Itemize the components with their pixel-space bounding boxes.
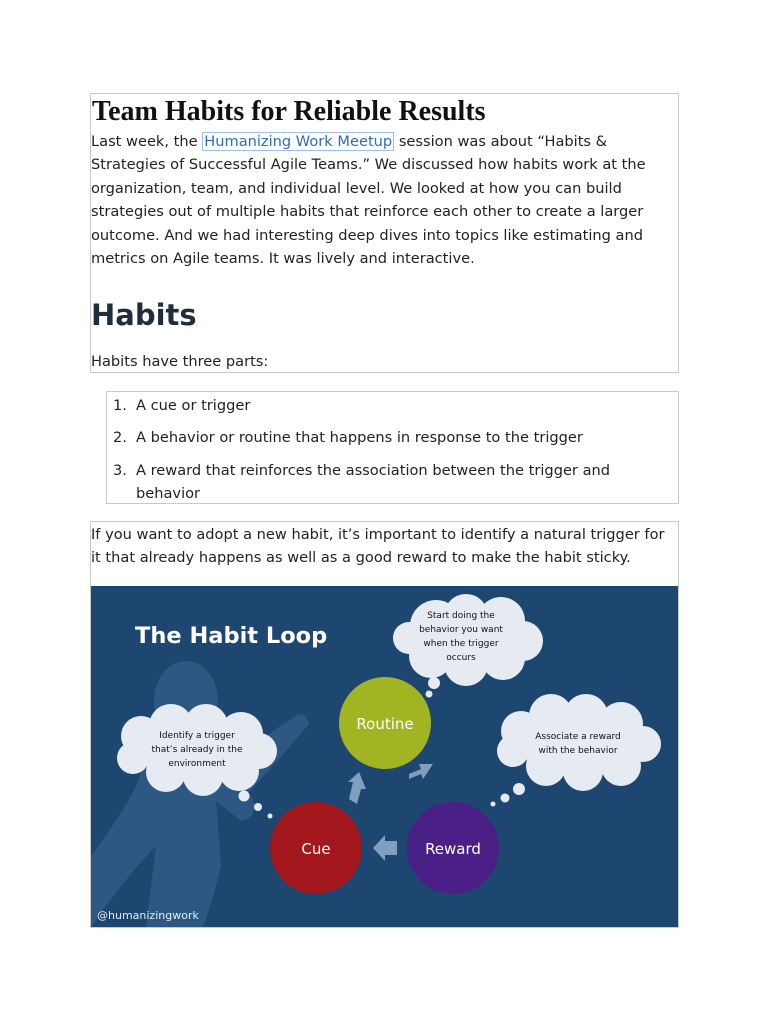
reward-cloud-line-1: Associate a reward [535,732,621,742]
cue-cloud-line-2: that’s already in the [151,745,243,755]
humanizing-work-meetup-link[interactable]: Humanizing Work Meetup [204,133,393,150]
habits-heading: Habits [91,298,197,332]
routine-cloud-line-3: when the trigger [423,639,499,649]
routine-cloud-line-2: behavior you want [419,625,503,635]
figure-title: The Habit Loop [135,623,328,649]
humanizingwork-watermark: @humanizingwork [97,909,199,922]
list-item [108,459,668,506]
cue-label: Cue [301,840,331,858]
routine-label: Routine [356,715,414,733]
list-item-number: 3. [113,461,127,479]
intro-paragraph [91,130,676,270]
habits-parts-intro: Habits have three parts: [91,353,269,370]
list-item-text: A cue or trigger [136,397,251,414]
habit-parts-list [108,394,668,515]
list-item-text: A reward that reinforces the association between the trigger and behavior [136,461,611,503]
list-item-number: 2. [113,429,127,447]
intro-suffix: session was about “Habits & Strategies of Successful Agile Teams.” We discussed how habits work at the organization, team, and individual level. We looked at how you can build strategies out of multiple habits that reinforce each other to create a larger outcome. And we had interesting deep dives into topics like estimating and metrics on Agile teams. It was lively and interactive. [91,133,646,268]
habit-loop-figure [91,586,678,927]
intro-prefix: Last week, the [91,133,203,150]
list-item [108,394,668,417]
reward-label: Reward [425,840,481,858]
adopt-habit-paragraph: If you want to adopt a new habit, it’s important to identify a natural trigger for it that already happens as well as a good reward to make the habit sticky. [91,526,665,567]
list-item-text: A behavior or routine that happens in response to the trigger [136,429,583,447]
reward-cloud-line-2: with the behavior [538,746,618,756]
routine-cloud-line-4: occurs [446,653,476,663]
list-item [108,426,668,449]
cue-cloud-line-3: environment [168,759,226,769]
routine-cloud-line-1: Start doing the [427,611,495,621]
list-item-number: 1. [113,397,127,414]
page-title: Team Habits for Reliable Results [92,96,486,127]
cue-cloud-line-1: Identify a trigger [159,731,235,741]
